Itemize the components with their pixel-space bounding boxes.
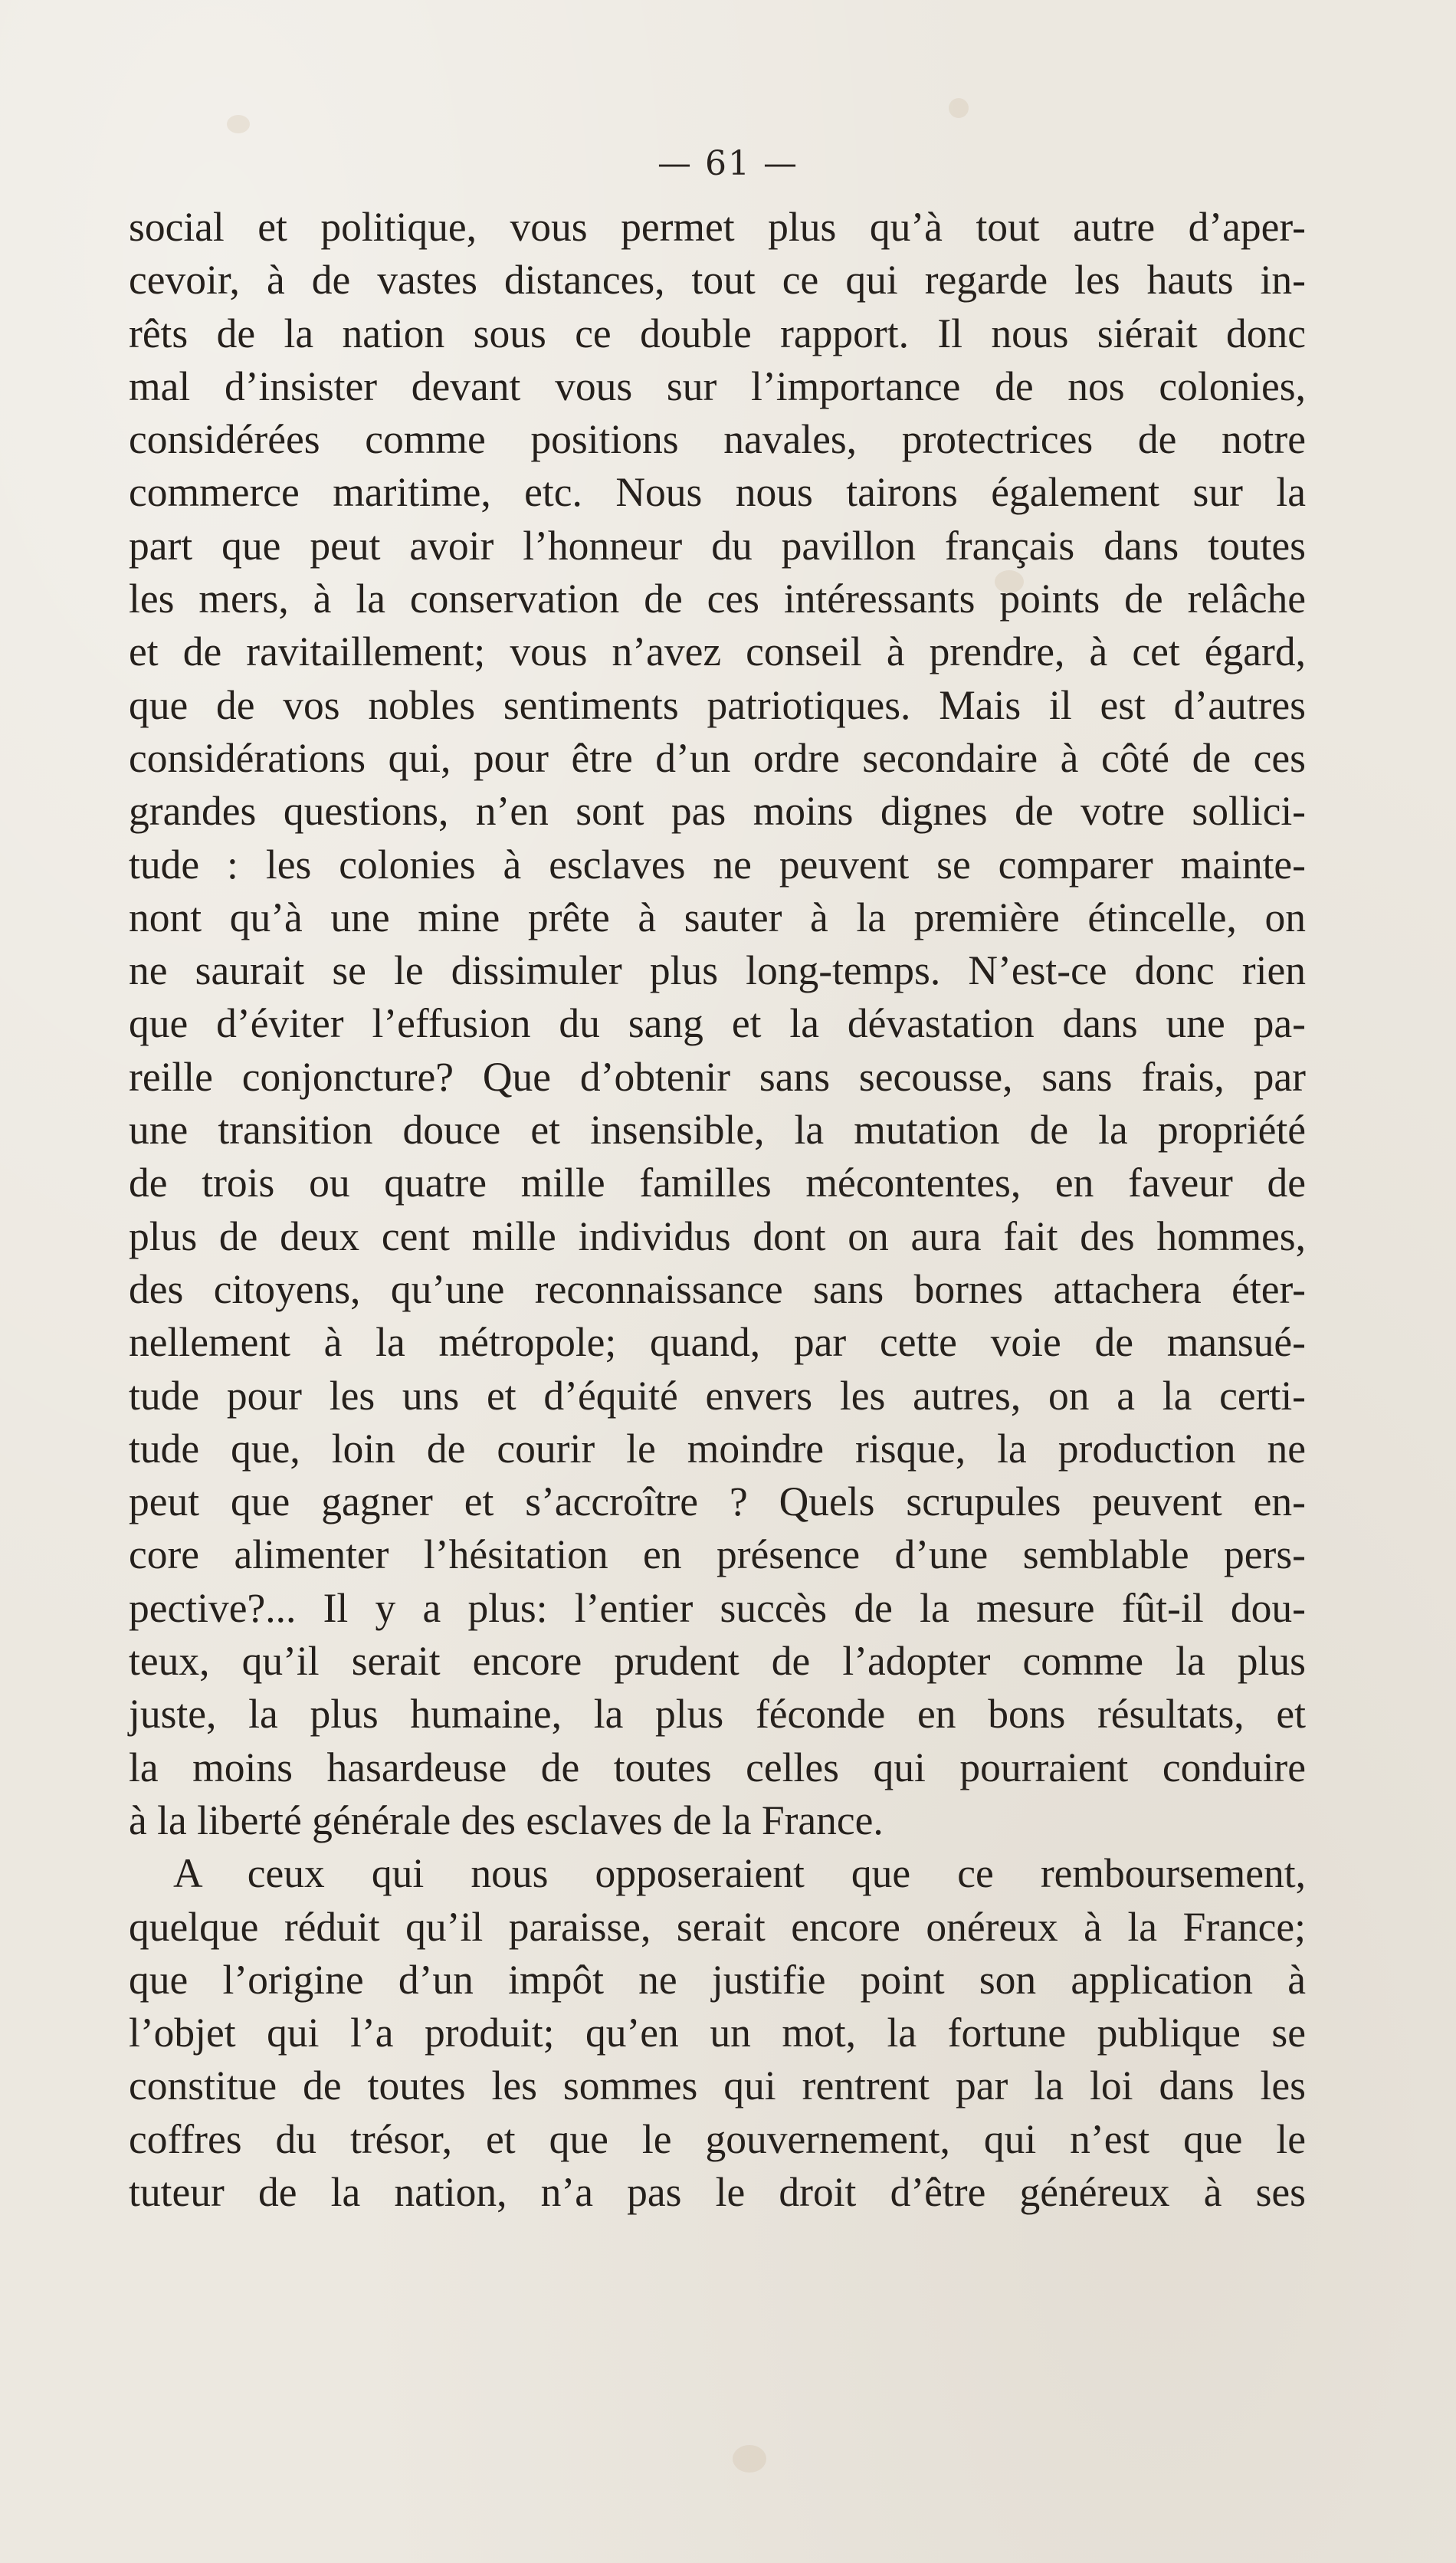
- text-line: à la liberté générale des esclaves de la France.: [129, 1797, 884, 1843]
- text-line: considérations qui, pour être d’un ordre secondaire à côté de ces: [129, 734, 1306, 781]
- text-line: constitue de toutes les sommes qui rentrent par la loi dans les: [129, 2063, 1306, 2109]
- text-line: une transition douce et insensible, la mutation de la propriété: [129, 1107, 1306, 1154]
- text-line: A ceux qui nous opposeraient que ce remboursement,: [173, 1850, 1306, 1897]
- text-line: nellement à la métropole; quand, par cette voie de mansué-: [129, 1319, 1306, 1366]
- text-line: et de ravitaillement; vous n’avez conseil à prendre, à cet égard,: [129, 628, 1306, 675]
- text-line: la moins hasardeuse de toutes celles qui pourraient conduire: [129, 1744, 1306, 1790]
- text-line: core alimenter l’hésitation en présence d’une semblable pers-: [129, 1531, 1306, 1578]
- text-line: coffres du trésor, et que le gouvernement, qui n’est que le: [129, 2115, 1306, 2162]
- text-line: tuteur de la nation, n’a pas le droit d’être généreux à ses: [129, 2168, 1306, 2215]
- text-line: que de vos nobles sentiments patriotiques. Mais il est d’autres: [129, 681, 1306, 728]
- page-number: — 61 —: [657, 144, 799, 183]
- text-line: les mers, à la conservation de ces intéressants points de relâche: [129, 576, 1306, 622]
- text-line: mal d’insister devant vous sur l’importance de nos colonies,: [129, 363, 1306, 409]
- text-line: que d’éviter l’effusion du sang et la dévastation dans une pa-: [129, 1000, 1306, 1047]
- text-line: cevoir, à de vastes distances, tout ce qui regarde les hauts in-: [129, 257, 1306, 304]
- text-line: peut que gagner et s’accroître ? Quels scrupules peuvent en-: [129, 1478, 1306, 1525]
- text-line: commerce maritime, etc. Nous nous tairons également sur la: [129, 469, 1306, 516]
- text-line: nont qu’à une mine prête à sauter à la première étincelle, on: [129, 894, 1306, 940]
- text-line: que l’origine d’un impôt ne justifie point son application à: [129, 1956, 1306, 2003]
- text-line: ne saurait se le dissimuler plus long-temps. N’est-ce donc rien: [129, 947, 1306, 994]
- text-line: part que peut avoir l’honneur du pavillon français dans toutes: [129, 522, 1306, 569]
- text-line: de trois ou quatre mille familles mécontentes, en faveur de: [129, 1160, 1306, 1206]
- text-line: teux, qu’il serait encore prudent de l’adopter comme la plus: [129, 1638, 1306, 1685]
- text-line: considérées comme positions navales, protectrices de notre: [129, 416, 1306, 463]
- text-line: tude pour les uns et d’équité envers les autres, on a la certi-: [129, 1372, 1306, 1419]
- paper-stain: [949, 98, 969, 118]
- paper-stain: [227, 115, 250, 133]
- text-line: plus de deux cent mille individus dont on aura fait des hommes,: [129, 1213, 1306, 1259]
- text-line: tude que, loin de courir le moindre risque, la production ne: [129, 1425, 1306, 1472]
- text-line: l’objet qui l’a produit; qu’en un mot, la fortune publique se: [129, 2010, 1306, 2056]
- paragraph: [129, 1847, 1306, 2219]
- text-line: des citoyens, qu’une reconnaissance sans bornes attachera éter-: [129, 1265, 1306, 1312]
- text-line: rêts de la nation sous ce double rapport. Il nous siérait donc: [129, 310, 1306, 356]
- text-line: juste, la plus humaine, la plus féconde en bons résultats, et: [129, 1691, 1306, 1738]
- paragraph: [129, 201, 1306, 1847]
- text-line: tude : les colonies à esclaves ne peuvent se comparer mainte-: [129, 841, 1306, 888]
- text-line: social et politique, vous permet plus qu’à tout autre d’aper-: [129, 204, 1306, 250]
- body-text: [129, 201, 1306, 2219]
- text-line: pective?... Il y a plus: l’entier succès de la mesure fût-il dou-: [129, 1584, 1306, 1631]
- paper-stain: [733, 2445, 766, 2473]
- text-line: reille conjoncture? Que d’obtenir sans secousse, sans frais, par: [129, 1053, 1306, 1100]
- text-line: quelque réduit qu’il paraisse, serait encore onéreux à la France;: [129, 1903, 1306, 1950]
- text-line: grandes questions, n’en sont pas moins dignes de votre sollici-: [129, 788, 1306, 835]
